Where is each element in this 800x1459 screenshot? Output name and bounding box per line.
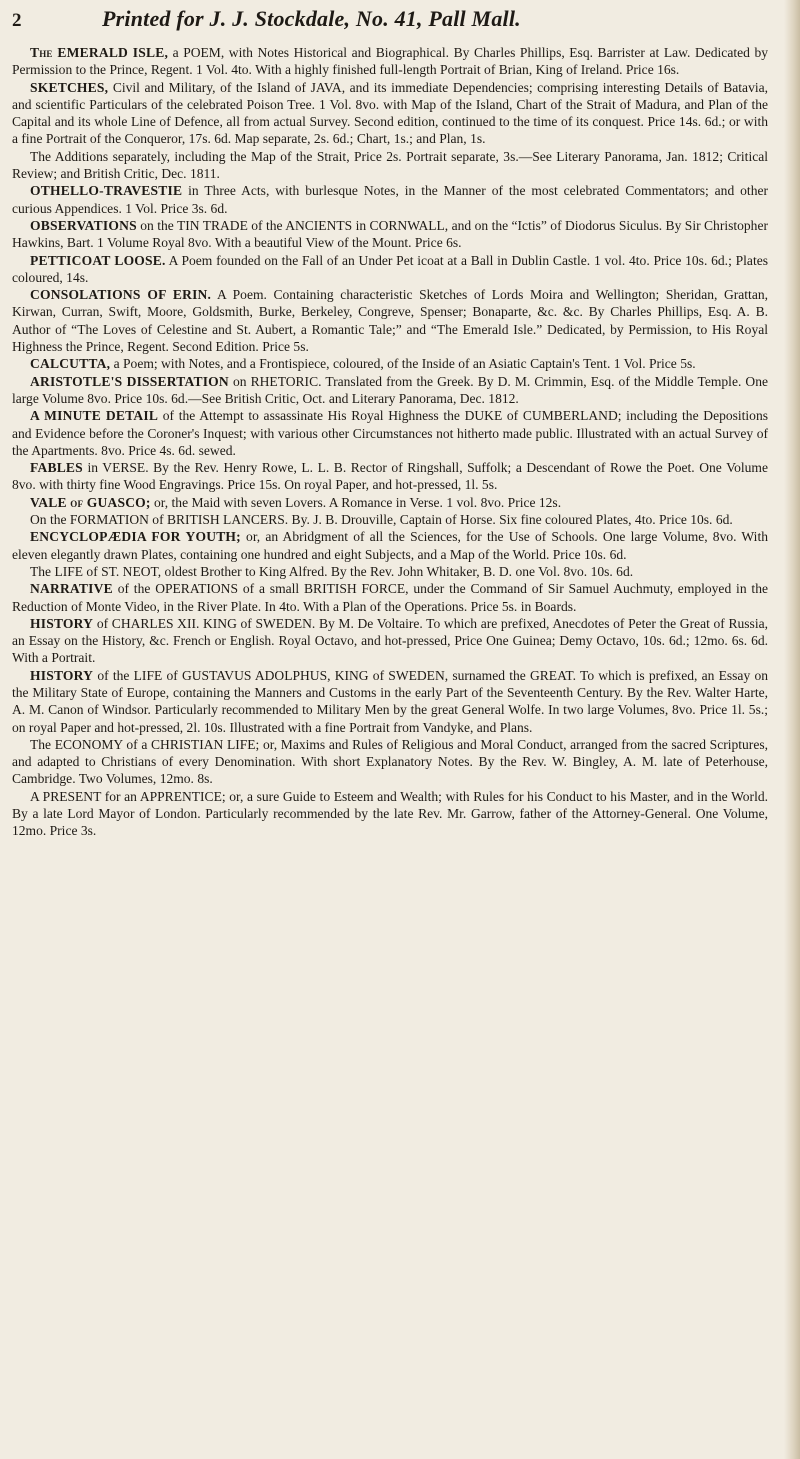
advertisement-entry [12, 459, 768, 494]
entry-text: The LIFE of ST. NEOT, oldest Brother to King Alfred. By the Rev. John Whitaker, B. D. one Vol. 8vo. 10s. 6d. [30, 563, 634, 579]
entry-title: ARISTOTLE'S DISSERTATION [30, 373, 229, 389]
advertisement-entry [12, 407, 768, 459]
entry-text: on the TIN TRADE of the ANCIENTS in CORNWALL, and on the “Ictis” of Diodorus Siculus. By Sir Christopher Hawkins, Bart. 1 Volume Royal 8vo. With a beautiful View of the Mount. Price 6s. [12, 217, 768, 251]
entry-text: The Additions separately, including the Map of the Strait, Price 2s. Portrait separate, 3s.—See Literary Panorama, Jan. 1812; Critical Review; and British Critic, Dec. 1811. [12, 148, 768, 182]
entry-text: On the FORMATION of BRITISH LANCERS. By. J. B. Drouville, Captain of Horse. Six fine coloured Plates, 4to. Price 10s. 6d. [30, 512, 733, 528]
advertisement-entry [12, 355, 768, 372]
advertisement-entry [12, 563, 768, 580]
advertisement-entry [12, 79, 768, 148]
entry-title: OTHELLO-TRAVESTIE [30, 183, 183, 199]
entry-title: HISTORY [30, 615, 94, 631]
advertisement-entry [12, 615, 768, 667]
entry-title: A MINUTE DETAIL [30, 408, 159, 424]
entry-text: or, the Maid with seven Lovers. A Romance in Verse. 1 vol. 8vo. Price 12s. [154, 494, 562, 510]
entry-title: ENCYCLOPÆDIA FOR YOUTH; [30, 529, 241, 545]
entry-text: a POEM, with Notes Historical and Biographical. By Charles Phillips, Esq. Barrister at Law. Dedicated by Permission to the Prince, Regent. 1 Vol. 4to. With a highly finished full-length Portrait of Brian, King of Ireland. Price 16s. [12, 45, 768, 78]
entry-title: FABLES [30, 460, 83, 476]
entry-text: a Poem; with Notes, and a Frontispiece, coloured, of the Inside of an Asiatic Captain's Tent. 1 Vol. Price 5s. [113, 356, 696, 372]
advertisement-entry [12, 373, 768, 408]
entry-title: CALCUTTA, [30, 356, 111, 372]
entry-title: HISTORY [30, 667, 94, 683]
advertisement-entry [12, 580, 768, 615]
entry-text: of CHARLES XII. KING of SWEDEN. By M. De Voltaire. To which are prefixed, Anecdotes of Peter the Great of Russia, an Essay on the History, &c. French or English. Royal Octavo, and hot-pressed, Price One Guinea; Demy Octavo, 10s. 6d.; 12mo. 6s. 6d. With a Portrait. [12, 615, 768, 666]
page-header [12, 6, 768, 42]
advertisement-entry [12, 286, 768, 355]
advertisement-entry [12, 667, 768, 736]
advertisement-entry [12, 788, 768, 840]
entry-text: The ECONOMY of a CHRISTIAN LIFE; or, Maxims and Rules of Religious and Moral Conduct, arranged from the sacred Scriptures, and adapted to Christians of every Denomination. With short Explanatory Notes. By the Rev. W. Bingley, A. M. late of Peterhouse, Cambridge. Two Volumes, 12mo. 8s. [12, 736, 768, 787]
entry-text: of the LIFE of GUSTAVUS ADOLPHUS, KING of SWEDEN, surnamed the GREAT. To which is prefixed, an Essay on the Military State of Europe, containing the Manners and Customs in the early Part of the Seventeenth Century. By the Rev. Walter Harte, A. M. Canon of Windsor. Particularly recommended to Military Men by the great General Wolfe. In two large Volumes, 8vo. Price 1l. 5s.; on royal Paper and hot-pressed, 2l. 10s. Illustrated with a fine Portrait from Vandyke, and Plans. [12, 667, 768, 735]
entry-text: A Poem. Containing characteristic Sketches of Lords Moira and Wellington; Sheridan, Grattan, Kirwan, Curran, Swift, Moore, Goldsmith, Burke, Berkeley, Congreve, Spenser; Bonaparte, &c. &c. By Charles Phillips, Esq. A. B. Author of “The Loves of Celestine and St. Aubert, a Romantic Tale;” and “The Emerald Isle.” Dedicated, by Permission, to His Royal Highness the Prince, Regent. Second Edition. Price 5s. [12, 287, 768, 355]
entry-text: of the Attempt to assassinate His Royal Highness the DUKE of CUMBERLAND; including the Depositions and Evidence before the Coroner's Inquest; with various other Circumstances not hitherto made public. Illustrated with an actual Survey of the Apartments. 8vo. Price 4s. 6d. sewed. [12, 408, 769, 458]
page-number: 2 [12, 10, 22, 31]
entry-text: Civil and Military, of the Island of JAVA, and its immediate Dependencies; comprising interesting Details of Batavia, and scientific Particulars of the celebrated Poison Tree. 1 Vol. 8vo. with Map of the Island, Chart of the Strait of Madura, and Plan of the Capital and its whole Line of Defence, all from actual Survey. Second edition, continued to the time of its conquest. Price 14s. 6d.; or with a fine Portrait of the Conqueror, 17s. 6d. Map separate, 2s. 6d.; Chart, 1s.; and Plan, 1s. [12, 79, 769, 147]
advertisement-entry [12, 44, 768, 79]
entry-text: on RHETORIC. Translated from the Greek. By D. M. Crimmin, Esq. of the Middle Temple. One large Volume 8vo. Price 10s. 6d.—See British Critic, Oct. and Literary Panorama, Dec. 1812. [12, 373, 768, 406]
entry-text: of the OPERATIONS of a small BRITISH FORCE, under the Command of Sir Samuel Auchmuty, employed in the Reduction of Monte Video, in the River Plate. In 4to. With a Plan of the Operations. Price 5s. in Boards. [12, 581, 768, 614]
advertisement-entry [12, 528, 768, 563]
entry-text: or, an Abridgment of all the Sciences, for the Use of Schools. One large Volume, 8vo. With eleven elegantly drawn Plates, containing one hundred and eight Subjects, and a Map of the World. Price 10s. 6d. [12, 529, 768, 562]
advertisement-entry [12, 494, 768, 511]
entry-title: VALE of GUASCO; [30, 494, 151, 510]
advertisement-entry [12, 182, 768, 217]
entry-text: in Three Acts, with burlesque Notes, in the Manner of the most celebrated Commentators; and other curious Appendices. 1 Vol. Price 3s. 6d. [12, 183, 768, 216]
entry-title: SKETCHES, [30, 79, 109, 95]
advertisement-entry [12, 252, 768, 287]
advertisement-entry [12, 736, 768, 788]
entry-title: The EMERALD ISLE, [30, 45, 169, 60]
entry-title: OBSERVATIONS [30, 217, 137, 233]
entry-title: PETTICOAT LOOSE. [30, 252, 166, 268]
advertisement-entry [12, 217, 768, 252]
entry-text: A PRESENT for an APPRENTICE; or, a sure Guide to Esteem and Wealth; with Rules for his Conduct to his Master, and in the World. By a late Lord Mayor of London. Particularly recommended by the late Rev. Mr. Garrow, father of the Attorney-General. One Volume, 12mo. Price 3s. [12, 788, 768, 839]
running-head: Printed for J. J. Stockdale, No. 41, Pall Mall. [102, 6, 521, 31]
entry-text: A Poem founded on the Fall of an Under Pet icoat at a Ball in Dublin Castle. 1 vol. 4to. Price 10s. 6d.; Plates coloured, 14s. [12, 252, 768, 285]
advertisement-entry [12, 148, 768, 183]
entry-text: in VERSE. By the Rev. Henry Rowe, L. L. B. Rector of Ringshall, Suffolk; a Descendant of Rowe the Poet. One Volume 8vo. with thirty fine Wood Engravings. Price 15s. On royal Paper, and hot-pressed, 1l. 5s. [12, 460, 768, 493]
entry-title: NARRATIVE [30, 581, 113, 597]
advertisement-list [12, 44, 768, 840]
page-edge-shadow [784, 0, 800, 1459]
advertisement-entry [12, 511, 768, 528]
entry-title: CONSOLATIONS OF ERIN. [30, 287, 212, 303]
